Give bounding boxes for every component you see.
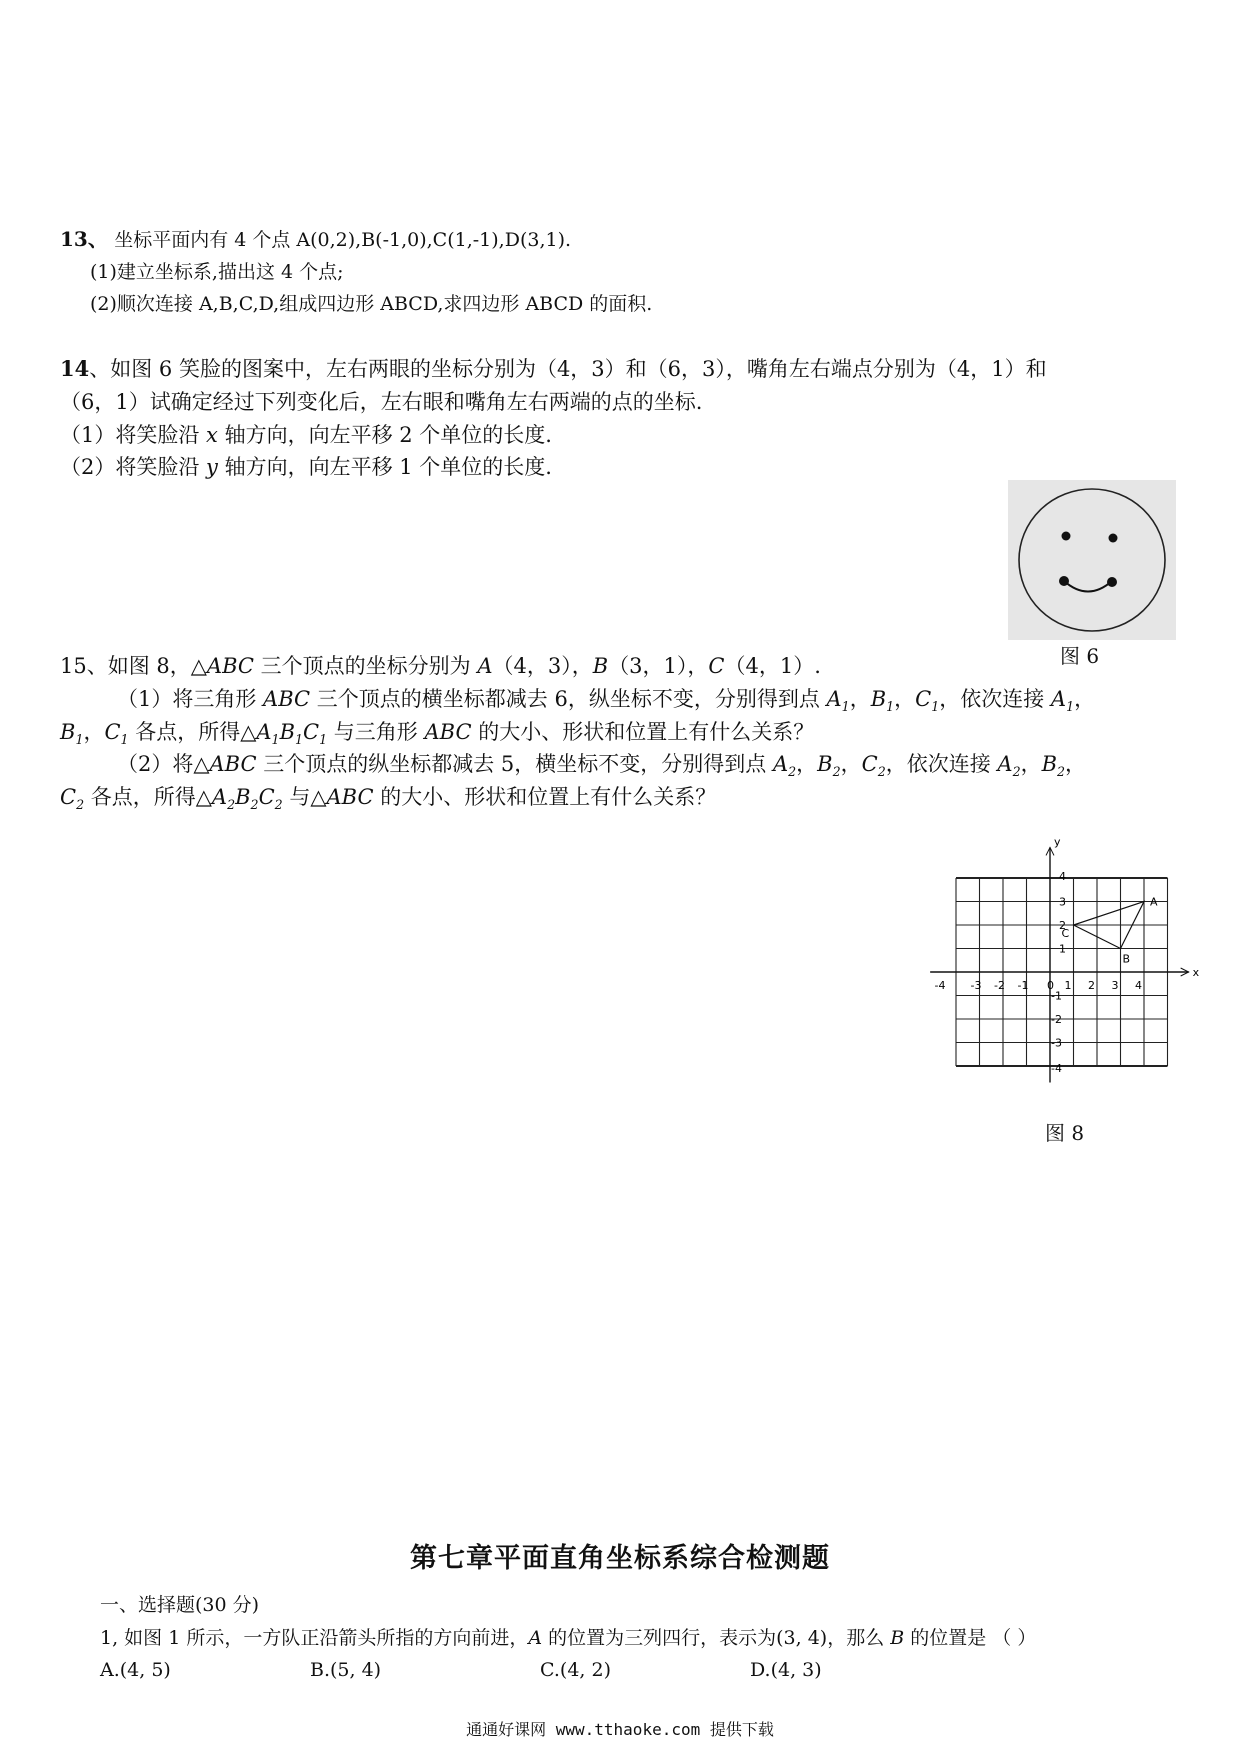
x-tick-label: 0 (1047, 979, 1054, 992)
q14-line1: 14、如图 6 笑脸的图案中，左右两眼的坐标分别为（4，3）和（6，3），嘴角左右端点分别为（4，1）和 (60, 356, 1047, 381)
x-tick-label: 2 (1088, 979, 1095, 992)
x-tick-label: 1 (1064, 979, 1072, 992)
y-tick-label: 3 (1059, 895, 1066, 909)
y-tick-label: -1 (1051, 989, 1062, 1003)
point-label: A (1150, 895, 1158, 909)
smiley-face-figure (1008, 480, 1176, 640)
q15-part1-line2: $B_1$，$C_1$ 各点，所得$\triangle A_1B_1C_1$ 与三角形 ABC 的大小、形状和位置上有什么关系？ (60, 720, 815, 748)
q15-line1: 15、如图 8，△ABC 三个顶点的坐标分别为 A（4，3），B（3，1），C（4，1）. (60, 654, 821, 678)
y-tick-label: -3 (1051, 1036, 1062, 1050)
y-tick-label: 1 (1059, 942, 1066, 956)
q14-line2: （6，1）试确定经过下列变化后，左右眼和嘴角左右两端的点的坐标. (60, 390, 703, 414)
y-tick-label: 4 (1059, 870, 1066, 883)
x-tick-label: -3 (970, 979, 982, 992)
footer-credit: 通通好课网 www.tthaoke.com 提供下载 (466, 1720, 774, 1739)
x-axis-label: x (1192, 966, 1200, 979)
right-eye (1109, 534, 1118, 543)
q13-part2: (2)顺次连接 A,B,C,D,组成四边形 ABCD,求四边形 ABCD 的面积. (90, 293, 653, 315)
mouth-left-corner (1059, 576, 1069, 586)
figure-background (1008, 480, 1176, 640)
q13-part1: (1)建立坐标系,描出这 4 个点; (90, 261, 344, 283)
point-label: B (1122, 952, 1131, 966)
option-d: D.(4, 3) (750, 1659, 822, 1681)
x-tick-label: -1 (1017, 979, 1029, 992)
left-eye (1062, 532, 1071, 541)
x-tick-label: -2 (994, 979, 1005, 992)
y-axis-label: y (1054, 835, 1061, 849)
q15-part2-line1: （2）将△ABC 三个顶点的纵坐标都减去 5，横坐标不变，分别得到点 $A_2$，$B_2$，$C_2$，依次连接 $A_2$，$B_2$， (117, 752, 1087, 780)
figure8-caption: 图 8 (1045, 1121, 1085, 1145)
point-label: C (1061, 927, 1070, 940)
figure6-caption: 图 6 (1060, 644, 1100, 668)
coordinate-grid-figure (900, 820, 1230, 1110)
option-a: A.(4, 5) (100, 1659, 171, 1681)
q13-stem: 13、 坐标平面内有 4 个点 A(0,2),B(-1,0),C(1,-1),D(3,1). (60, 227, 572, 251)
q13-number: 13、 (60, 227, 108, 251)
y-tick-label: 2 (1059, 919, 1066, 932)
x-tick-label: 4 (1135, 979, 1142, 992)
chapter-title: 第七章平面直角坐标系综合检测题 (410, 1543, 830, 1574)
x-tick-label: 3 (1111, 979, 1119, 992)
chapter-q1: 1, 如图 1 所示，一方队正沿箭头所指的方向前进，A 的位置为三列四行，表示为(3, 4)，那么 B 的位置是 （ ） (100, 1627, 1037, 1649)
option-b: B.(5, 4) (310, 1659, 382, 1681)
option-c: C.(4, 2) (540, 1659, 611, 1681)
q15-part2-line2: $C_2$ 各点，所得$\triangle A_2B_2C_2$ 与△ABC 的大小、形状和位置上有什么关系？ (60, 785, 717, 813)
y-tick-label: -2 (1051, 1013, 1062, 1026)
y-tick-label: -4 (1051, 1062, 1062, 1075)
q15-part1-line1: （1）将三角形 ABC 三个顶点的横坐标都减去 6，纵坐标不变，分别得到点 $A_1$，$B_1$，$C_1$，依次连接 $A_1$， (117, 687, 1096, 715)
q14-number: 14 (60, 356, 90, 381)
x-tick-label: -4 (934, 979, 946, 992)
q14-part2: （2）将笑脸沿 y 轴方向，向左平移 1 个单位的长度. (60, 455, 552, 479)
q14-part1: （1）将笑脸沿 x 轴方向，向左平移 2 个单位的长度. (60, 423, 552, 447)
q15-number: 15 (60, 654, 87, 678)
mouth-right-corner (1107, 577, 1117, 587)
section-heading: 一、选择题(30 分) (100, 1594, 260, 1616)
